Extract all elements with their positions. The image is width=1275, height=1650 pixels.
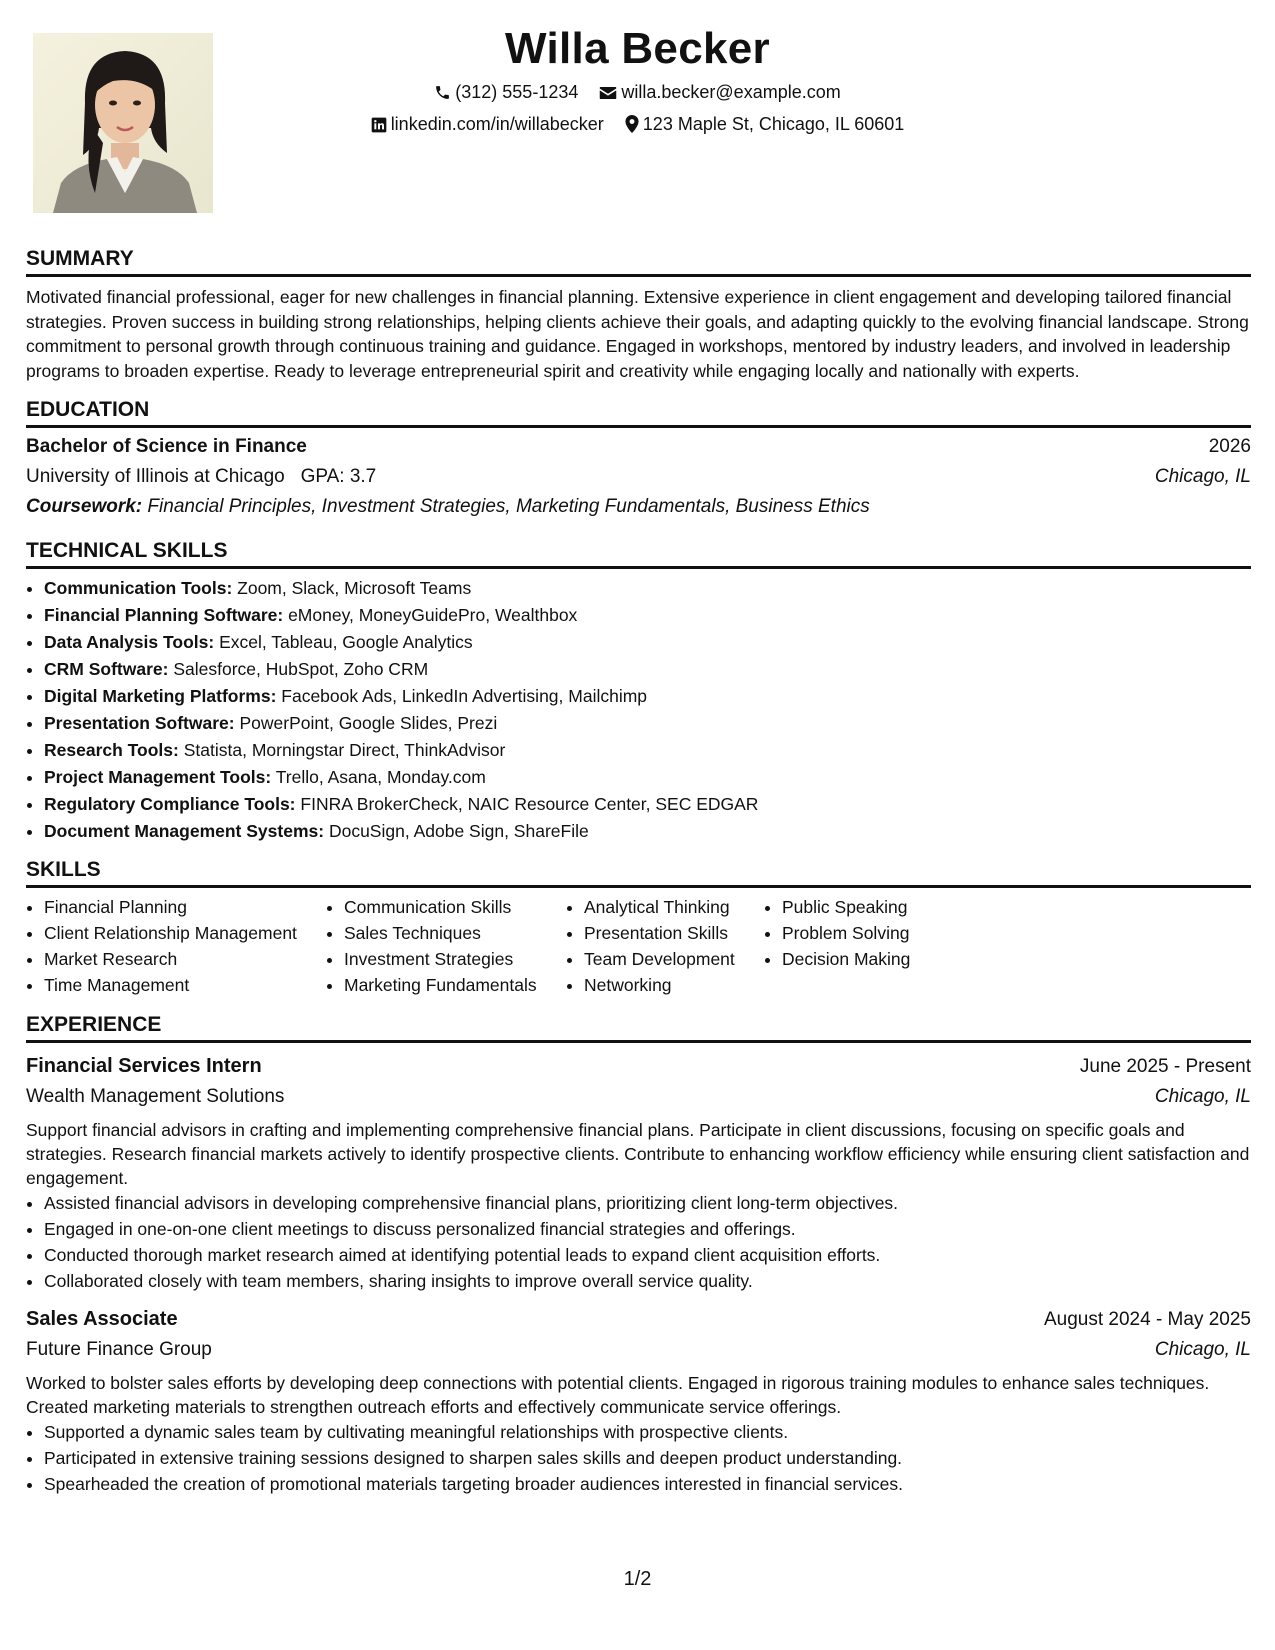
skills-column-4 — [764, 894, 982, 998]
list-item: • Collaborated closely with team members, sharing insights to improve overall service quality. — [44, 1268, 1251, 1294]
skills-grid — [26, 894, 1251, 998]
job-company: Future Finance Group — [26, 1339, 212, 1360]
skills-column-2 — [326, 894, 566, 998]
list-item: • Decision Making — [782, 946, 982, 972]
list-item: • Investment Strategies — [344, 946, 566, 972]
contact-row-2 — [0, 108, 1275, 140]
list-item: • Engaged in one-on-one client meetings to discuss personalized financial strategies and offerings. — [44, 1216, 1251, 1242]
list-item: • Presentation Software: PowerPoint, Google Slides, Prezi — [44, 710, 1251, 737]
education-location: Chicago, IL — [1154, 466, 1251, 487]
education-section — [26, 397, 1251, 522]
list-item: • Communication Skills — [344, 894, 566, 920]
experience-section — [26, 1012, 1251, 1497]
job-dates: August 2024 - May 2025 — [1043, 1309, 1251, 1330]
list-item: • Regulatory Compliance Tools: FINRA BrokerCheck, NAIC Resource Center, SEC EDGAR — [44, 791, 1251, 818]
list-item: • Problem Solving — [782, 920, 982, 946]
list-item: • Client Relationship Management — [44, 920, 326, 946]
job-company: Wealth Management Solutions — [26, 1086, 285, 1107]
coursework-list: Financial Principles, Investment Strategies, Marketing Fundamentals, Business Ethics — [147, 496, 870, 517]
phone-text: (312) 555-1234 — [455, 82, 579, 102]
list-item: • Team Development — [584, 946, 764, 972]
email-contact[interactable] — [599, 76, 840, 108]
map-pin-icon — [625, 115, 639, 133]
degree-name: Bachelor of Science in Finance — [26, 436, 307, 457]
section-title-skills: SKILLS — [26, 857, 1251, 888]
job-title-row — [26, 1051, 1251, 1082]
list-item: • Marketing Fundamentals — [344, 972, 566, 998]
job-dates: June 2025 - Present — [1079, 1056, 1251, 1077]
job-location: Chicago, IL — [1154, 1339, 1251, 1360]
linkedin-icon — [371, 117, 387, 133]
list-item: • Conducted thorough market research aimed at identifying potential leads to expand client acquisition efforts. — [44, 1242, 1251, 1268]
resume-header — [0, 22, 1275, 140]
job-company-row — [26, 1082, 1251, 1112]
resume-body — [26, 246, 1251, 1507]
education-degree-row — [26, 432, 1251, 462]
technical-skills-section — [26, 538, 1251, 845]
list-item: • Project Management Tools: Trello, Asana, Monday.com — [44, 764, 1251, 791]
list-item: • Financial Planning Software: eMoney, MoneyGuidePro, Wealthbox — [44, 602, 1251, 629]
coursework-row — [26, 492, 1251, 522]
address-contact — [625, 108, 905, 140]
list-item: • Research Tools: Statista, Morningstar Direct, ThinkAdvisor — [44, 737, 1251, 764]
list-item: • CRM Software: Salesforce, HubSpot, Zoho CRM — [44, 656, 1251, 683]
list-item: • Spearheaded the creation of promotional materials targeting broader audiences interested in financial services. — [44, 1471, 1251, 1497]
list-item: • Communication Tools: Zoom, Slack, Microsoft Teams — [44, 575, 1251, 602]
candidate-name: Willa Becker — [505, 24, 770, 73]
list-item: • Public Speaking — [782, 894, 982, 920]
job-bullets — [26, 1190, 1251, 1294]
skills-section — [26, 857, 1251, 998]
list-item: • Assisted financial advisors in developing comprehensive financial plans, prioritizing client long-term objectives. — [44, 1190, 1251, 1216]
list-item: • Data Analysis Tools: Excel, Tableau, Google Analytics — [44, 629, 1251, 656]
summary-text: Motivated financial professional, eager for new challenges in financial planning. Extensive experience in client engagement and developing tailored financial strategies. Proven success in building strong relationships, helping clients achieve their goals, and adapting quickly to the evolving financial landscape. Strong commitment to personal growth through continuous training and guidance. Engaged in workshops, mentored by industry leaders, and involved in leadership programs to broaden expertise. Ready to leverage entrepreneurial spirit and creativity while engaging locally and nationally with experts. — [26, 287, 1249, 381]
contact-row-1 — [0, 76, 1275, 108]
linkedin-contact[interactable] — [371, 108, 604, 140]
list-item: • Networking — [584, 972, 764, 998]
job-description: Worked to bolster sales efforts by developing deep connections with potential clients. Engaged in rigorous training modules to enhance sales techniques. Created marketing materials to strengthen outreach efforts and effectively communicate service offerings. — [26, 1373, 1210, 1417]
address-text: 123 Maple St, Chicago, IL 60601 — [642, 114, 905, 134]
gpa: GPA: 3.7 — [300, 466, 377, 487]
education-school-row — [26, 462, 1251, 492]
job-title: Financial Services Intern — [26, 1055, 262, 1077]
skills-column-1 — [26, 894, 326, 998]
skills-column-3 — [566, 894, 764, 998]
list-item: • Participated in extensive training sessions designed to sharpen sales skills and deepen product understanding. — [44, 1445, 1251, 1471]
email-text: willa.becker@example.com — [621, 82, 841, 102]
job-entry — [26, 1051, 1251, 1294]
page-number: 1/2 — [623, 1568, 652, 1590]
job-entry — [26, 1304, 1251, 1497]
list-item: • Market Research — [44, 946, 326, 972]
section-title-experience: EXPERIENCE — [26, 1012, 1251, 1043]
linkedin-text: linkedin.com/in/willabecker — [390, 114, 604, 134]
list-item: • Digital Marketing Platforms: Facebook Ads, LinkedIn Advertising, Mailchimp — [44, 683, 1251, 710]
section-title-summary: SUMMARY — [26, 246, 1251, 277]
job-description: Support financial advisors in crafting and implementing comprehensive financial plans. Participate in client discussions, focusing on specific goals and strategies. Research financial markets actively to identify prospective clients. Contribute to enhancing workflow efficiency while ensuring client satisfaction and engagement. — [26, 1120, 1250, 1188]
school-name: University of Illinois at Chicago — [26, 466, 285, 487]
section-title-education: EDUCATION — [26, 397, 1251, 428]
technical-skills-list — [26, 575, 1251, 845]
list-item: • Document Management Systems: DocuSign, Adobe Sign, ShareFile — [44, 818, 1251, 845]
list-item: • Financial Planning — [44, 894, 326, 920]
graduation-year: 2026 — [1208, 436, 1251, 457]
list-item: • Presentation Skills — [584, 920, 764, 946]
section-title-technical-skills: TECHNICAL SKILLS — [26, 538, 1251, 569]
list-item: • Sales Techniques — [344, 920, 566, 946]
job-title: Sales Associate — [26, 1308, 178, 1330]
phone-contact[interactable] — [434, 76, 578, 108]
coursework-label: Coursework: — [26, 496, 143, 517]
list-item: • Supported a dynamic sales team by cultivating meaningful relationships with prospective clients. — [44, 1419, 1251, 1445]
phone-icon — [434, 84, 451, 101]
job-title-row — [26, 1304, 1251, 1335]
job-bullets — [26, 1419, 1251, 1497]
job-location: Chicago, IL — [1154, 1086, 1251, 1107]
envelope-icon — [599, 85, 617, 101]
list-item: • Analytical Thinking — [584, 894, 764, 920]
summary-section — [26, 246, 1251, 383]
job-company-row — [26, 1335, 1251, 1365]
list-item: • Time Management — [44, 972, 326, 998]
